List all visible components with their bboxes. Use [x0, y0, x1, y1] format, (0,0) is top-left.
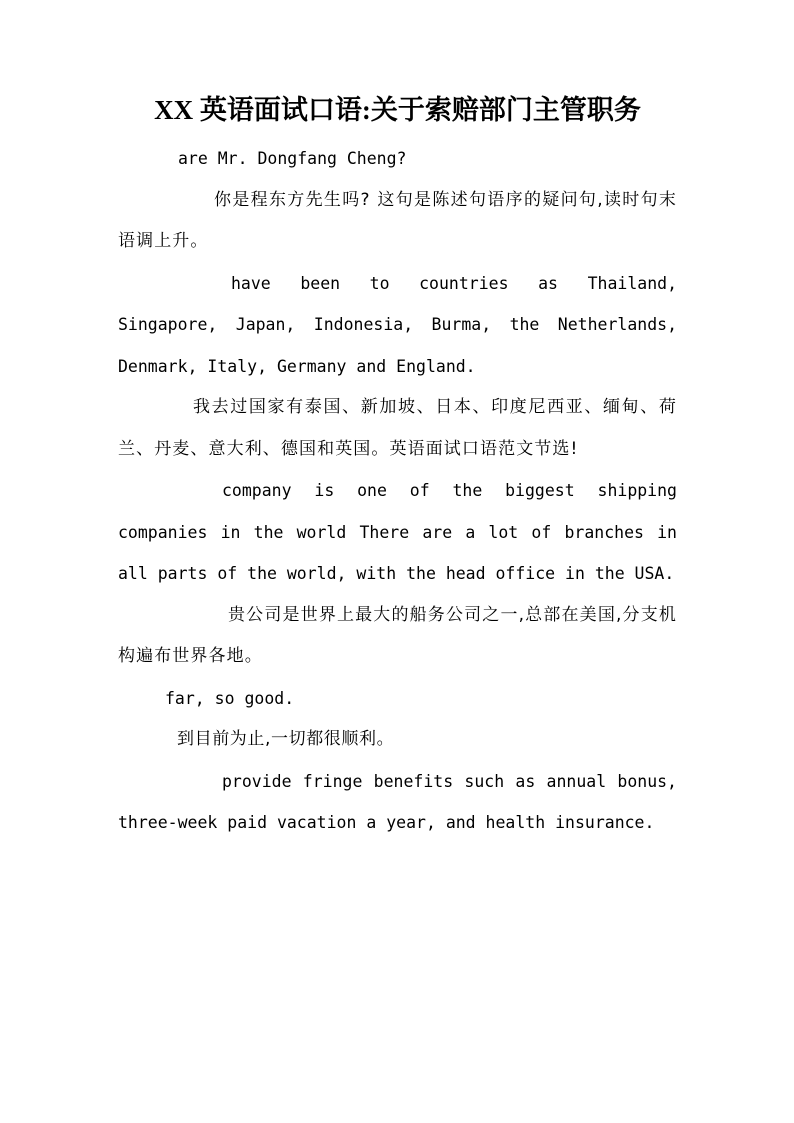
- paragraph-chinese-4: 到目前为止,一切都很顺利。: [177, 729, 395, 749]
- paragraph-english-4: far, so good.: [165, 688, 295, 708]
- paragraph-chinese-2: 我去过国家有泰国、新加坡、日本、印度尼西亚、缅甸、荷兰、丹麦、意大利、德国和英国。英语面试口语范文节选!: [118, 397, 677, 459]
- document-text-column: [118, 90, 677, 844]
- paragraph-english-2: have been to countries as Thailand, Singapore, Japan, Indonesia, Burma, the Netherlands, Denmark, Italy, Germany and England.: [118, 273, 677, 376]
- paragraph-english-1: are Mr. Dongfang Cheng?: [178, 149, 407, 168]
- paragraph-english-3: company is one of the biggest shipping companies in the world There are a lot of branches in all parts of the world, with the head office in the USA.: [118, 481, 677, 583]
- page-title: XX 英语面试口语:关于索赔部门主管职务: [154, 95, 641, 125]
- paragraph-chinese-3: 贵公司是世界上最大的船务公司之一,总部在美国,分支机构遍布世界各地。: [118, 604, 677, 666]
- paragraph-chinese-1: 你是程东方先生吗? 这句是陈述句语序的疑问句,读时句末语调上升。: [118, 189, 677, 251]
- paragraph-english-5: provide fringe benefits such as annual bonus, three-week paid vacation a year, and health insurance.: [118, 771, 677, 832]
